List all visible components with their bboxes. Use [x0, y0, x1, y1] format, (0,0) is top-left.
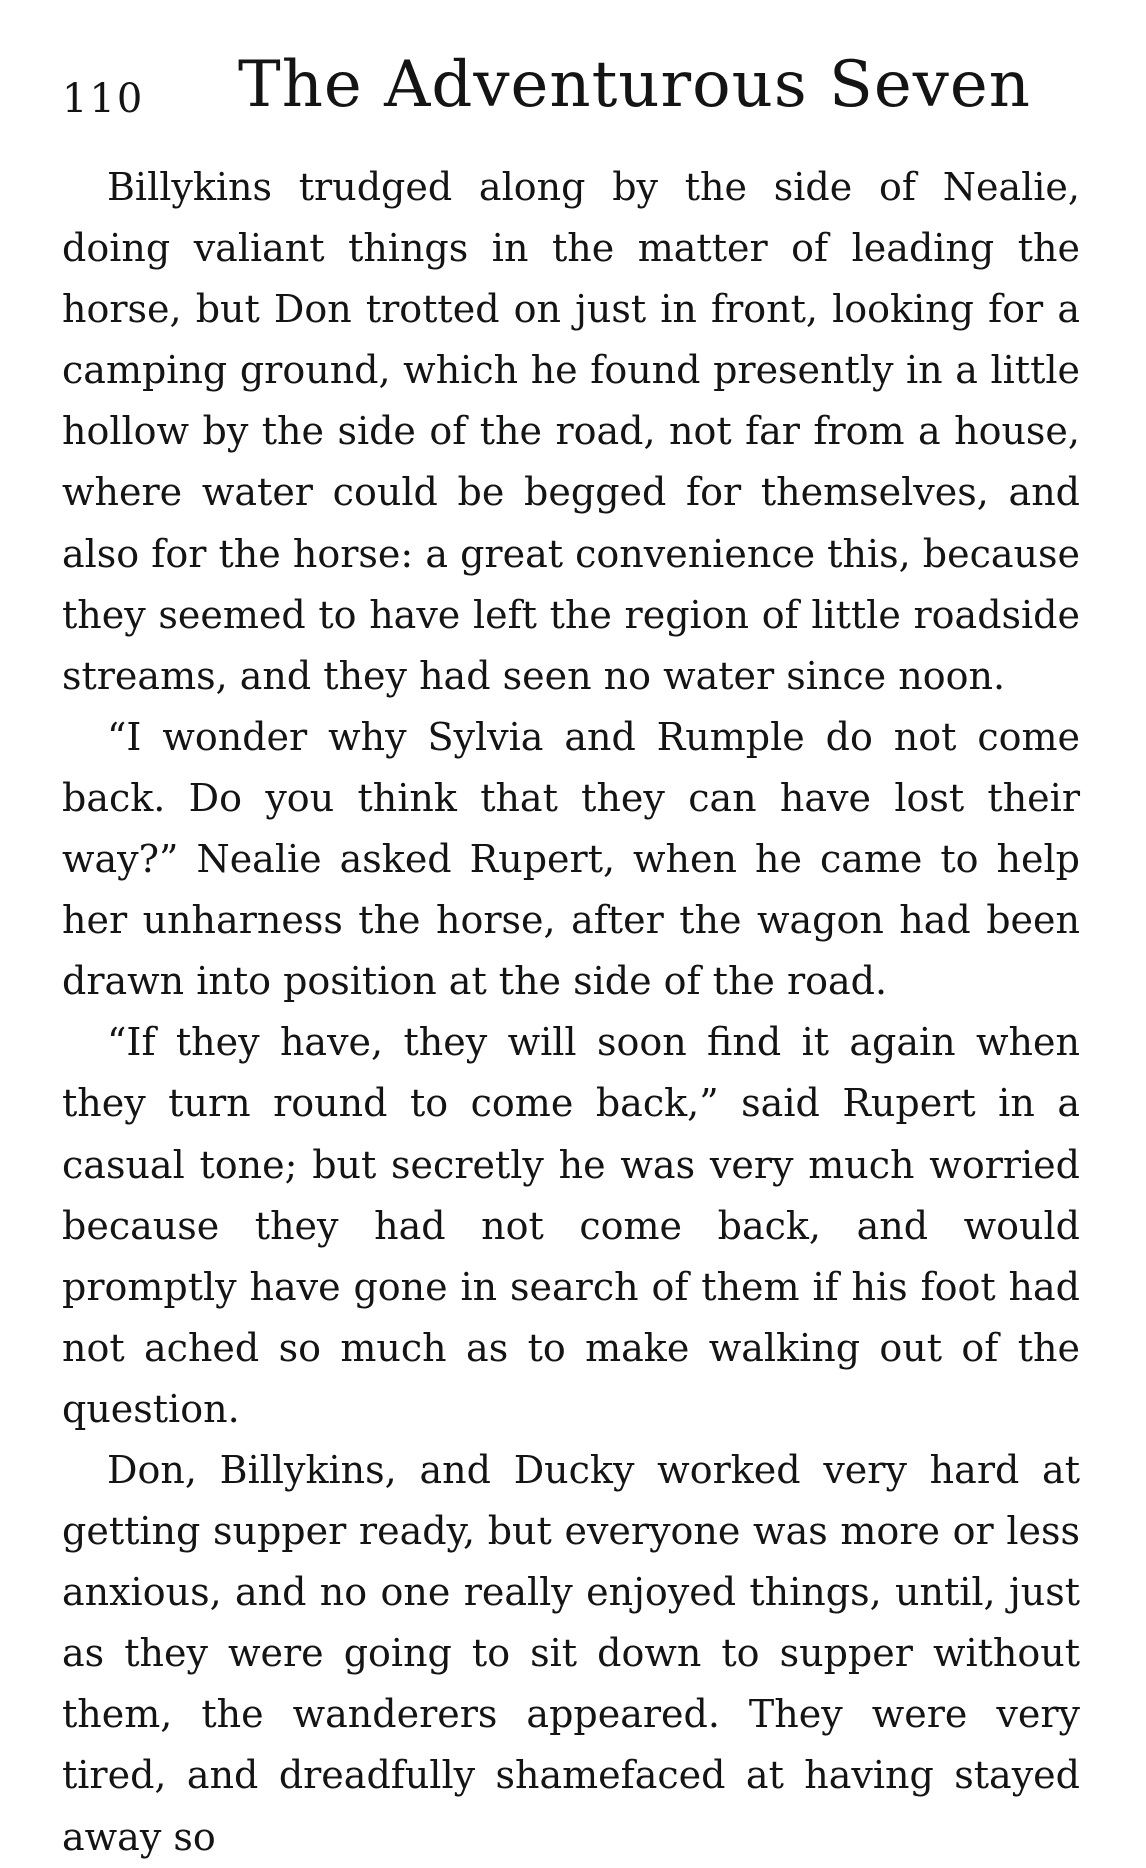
page-number: 110: [62, 76, 145, 122]
body-text: [62, 157, 1080, 1868]
paragraph-2: “I wonder why Sylvia and Rumple do not come back. Do you think that they can have lost their way?” Nealie asked Rupert, when he came to help her unharness the horse, after the wagon had been drawn into position at the side of the road.: [62, 714, 1080, 1004]
paragraph-4: Don, Billykins, and Ducky worked very hard at getting supper ready, but everyone was more or less anxious, and no one really enjoyed things, until, just as they were going to sit down to supper without them, the wanderers appeared. They were very tired, and dreadfully shamefaced at having stayed away so: [62, 1447, 1080, 1859]
page-header: [62, 48, 1082, 138]
paragraph-1: Billykins trudged along by the side of Nealie, doing valiant things in the matter of leading the horse, but Don trotted on just in front, looking for a camping ground, which he found presently in a little hollow by the side of the road, not far from a house, where water could be begged for themselves, and also for the horse: a great convenience this, because they seemed to have left the region of little roadside streams, and they had seen no water since noon.: [62, 165, 1080, 698]
paragraph-3: “If they have, they will soon find it again when they turn round to come back,” said Rupert in a casual tone; but secretly he was very much worried because they had not come back, and would promptly have gone in search of them if his foot had not ached so much as to make walking out of the question.: [62, 1020, 1080, 1431]
running-title: The Adventurous Seven: [238, 48, 1031, 122]
